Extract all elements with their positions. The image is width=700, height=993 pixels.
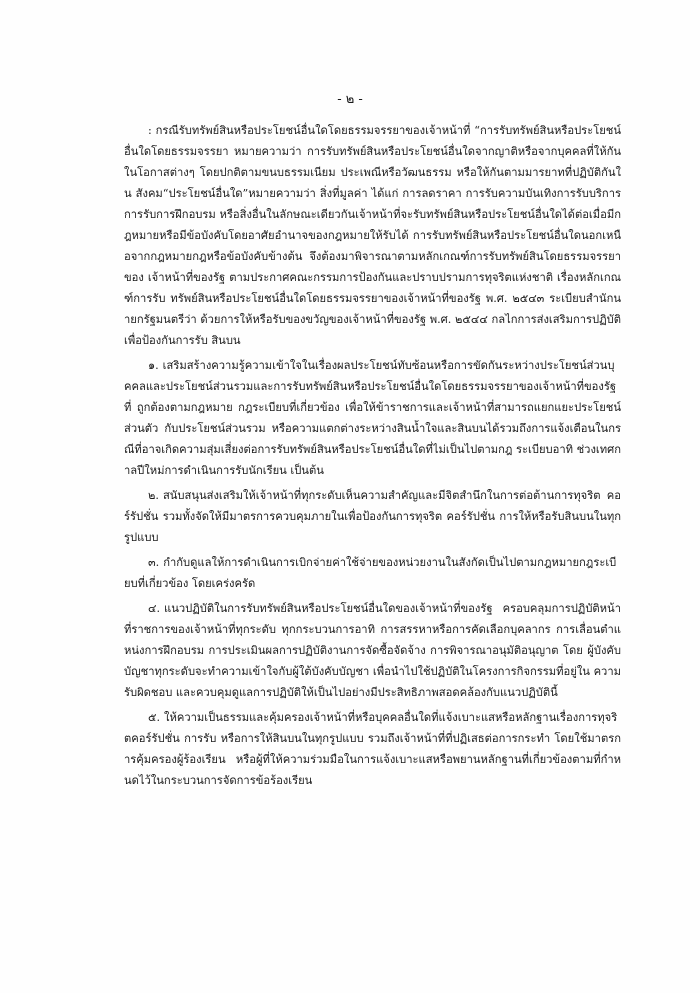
item-paragraph-3 (124, 552, 621, 594)
item-paragraph-4 (124, 598, 621, 703)
item-paragraph-2 (124, 485, 621, 548)
item-text-1: เสริมสร้างความรู้ความเข้าใจในเรื่องผลประโยชน์ทับซ้อนหรือการขัดกันระหว่างประโยชน์ส่วนบุคคลและประโยชน์ส่วนรวมและการรับทรัพย์สินหรือประโยชน์อื่นใดโดยธรรมจรรยาของเจ้าหน้าที่ของรัฐที่ ถูกต้องตามกฎหมาย กฎระเบียบที่เกี่ยวข้อง เพื่อให้ข้าราชการและเจ้าหน้าที่สามารถแยกแยะประโยชน์ส่วนตัว กับประโยชน์ส่วนรวม หรือความแตกต่างระหว่างสินน้ำใจและสินบนได้รวมถึงการแจ้งเตือนในกรณีที่อาจเกิดความสุ่มเสี่ยงต่อการรับทรัพย์สินหรือประโยชน์อื่นใดที่ไม่เป็นไปตามกฎ ระเบียบอาทิ ช่วงเทศกาลปีใหม่การดำเนินการรับนักเรียน เป็นต้น (124, 359, 621, 477)
document-body (124, 120, 621, 795)
item-number-2: ๒. (148, 489, 159, 502)
item-text-2: สนับสนุนส่งเสริมให้เจ้าหน้าที่ทุกระดับเห็นความสำคัญและมีจิตสำนึกในการต่อต้านการทุจริต คอร์รัปชั่น รวมทั้งจัดให้มีมาตรการควบคุมภายในเพื่อป้องกันการทุจริต คอร์รัปชั่น การให้หรือรับสินบนในทุกรูปแบบ (124, 489, 621, 544)
intro-paragraph-text: : กรณีรับทรัพย์สินหรือประโยชน์อื่นใดโดยธรรมจรรยาของเจ้าหน้าที่ “การรับทรัพย์สินหรือประโยชน์อื่นใดโดยธรรมจรรยา หมายความว่า การรับทรัพย์สินหรือประโยชน์อื่นใดจากญาติหรือจากบุคคลที่ให้กันในโอกาสต่างๆ โดยปกติตามขนบธรรมเนียม ประเพณีหรือวัฒนธรรม หรือให้กันตามมารยาทที่ปฏิบัติกันใน สังคม“ประโยชน์อื่นใด”หมายความว่า สิ่งที่มูลค่า ได้แก่ การลดราคา การรับความบันเทิงการรับบริการ การรับการฝึกอบรม หรือสิ่งอื่นในลักษณะเดียวกันเจ้าหน้าที่จะรับทรัพย์สินหรือประโยชน์อื่นใดได้ต่อเมื่อมีกฎหมายหรือมีข้อบังคับโดยอาศัยอำนาจของกฎหมายให้รับได้ การรับทรัพย์สินหรือประโยชน์อื่นใดนอกเหนือจากกฎหมายกฎหรือข้อบังคับข้างต้น จึงต้องมาพิจารณาตามหลักเกณฑ์การรับทรัพย์สินโดยธรรมจรรยาของ เจ้าหน้าที่ของรัฐ ตามประกาศคณะกรรมการป้องกันและปราบปรามการทุจริตแห่งชาติ เรื่องหลักเกณฑ์การรับ ทรัพย์สินหรือประโยชน์อื่นใดโดยธรรมจรรยาของเจ้าหน้าที่ของรัฐ พ.ศ. ๒๕๔๓ ระเบียบสำนักนายกรัฐมนตรีว่า ด้วยการให้หรือรับของขวัญของเจ้าหน้าที่ของรัฐ พ.ศ. ๒๕๔๔ กลไกการส่งเสริมการปฏิบัติเพื่อป้องกันการรับ สินบน (124, 124, 621, 347)
page-number: - ๒ - (337, 92, 363, 107)
item-number-5: ๕. (148, 711, 161, 724)
item-paragraph-5 (124, 707, 621, 791)
item-number-3: ๓. (148, 556, 160, 569)
item-text-3: กำกับดูแลให้การดำเนินการเบิกจ่ายค่าใช้จ่ายของหน่วยงานในสังกัดเป็นไปตามกฎหมายกฎระเบียบที่เกี่ยวข้อง โดยเคร่งครัด (124, 556, 617, 590)
item-text-5: ให้ความเป็นธรรมและคุ้มครองเจ้าหน้าที่หรือบุคคลอื่นใดที่แจ้งเบาะแสหรือหลักฐานเรื่องการทุจริตคอร์รัปชั่น การรับ หรือการให้สินบนในทุกรูปแบบ รวมถึงเจ้าหน้าที่ที่ปฏิเสธต่อการกระทำ โดยใช้มาตรการคุ้มครองผู้ร้องเรียน หรือผู้ที่ให้ความร่วมมือในการแจ้งเบาะแสหรือพยานหลักฐานที่เกี่ยวข้องตามที่กำหนดไว้ในกระบวนการจัดการข้อร้องเรียน (124, 711, 621, 787)
intro-paragraph (124, 120, 621, 351)
item-paragraph-1 (124, 355, 621, 481)
item-number-1: ๑. (148, 359, 159, 372)
item-text-4: แนวปฏิบัติในการรับทรัพย์สินหรือประโยชน์อื่นใดของเจ้าหน้าที่ของรัฐ ครอบคลุมการปฏิบัติหน้าที่ราชการของเจ้าหน้าที่ทุกระดับ ทุกกระบวนการอาทิ การสรรหาหรือการคัดเลือกบุคลากร การเลื่อนตำแหน่งการฝึกอบรม การประเมินผลการปฏิบัติงานการจัดซื้อจัดจ้าง การพิจารณาอนุมัติอนุญาต โดย ผู้บังคับบัญชาทุกระดับจะทำความเข้าใจกับผู้ใต้บังคับบัญชา เพื่อนำไปใช้ปฏิบัติในโครงการกิจกรรมที่อยู่ใน ความรับผิดชอบ และควบคุมดูแลการปฏิบัติให้เป็นไปอย่างมีประสิทธิภาพสอดคล้องกับแนวปฏิบัตินี้ (124, 602, 621, 699)
item-number-4: ๔. (148, 602, 161, 615)
